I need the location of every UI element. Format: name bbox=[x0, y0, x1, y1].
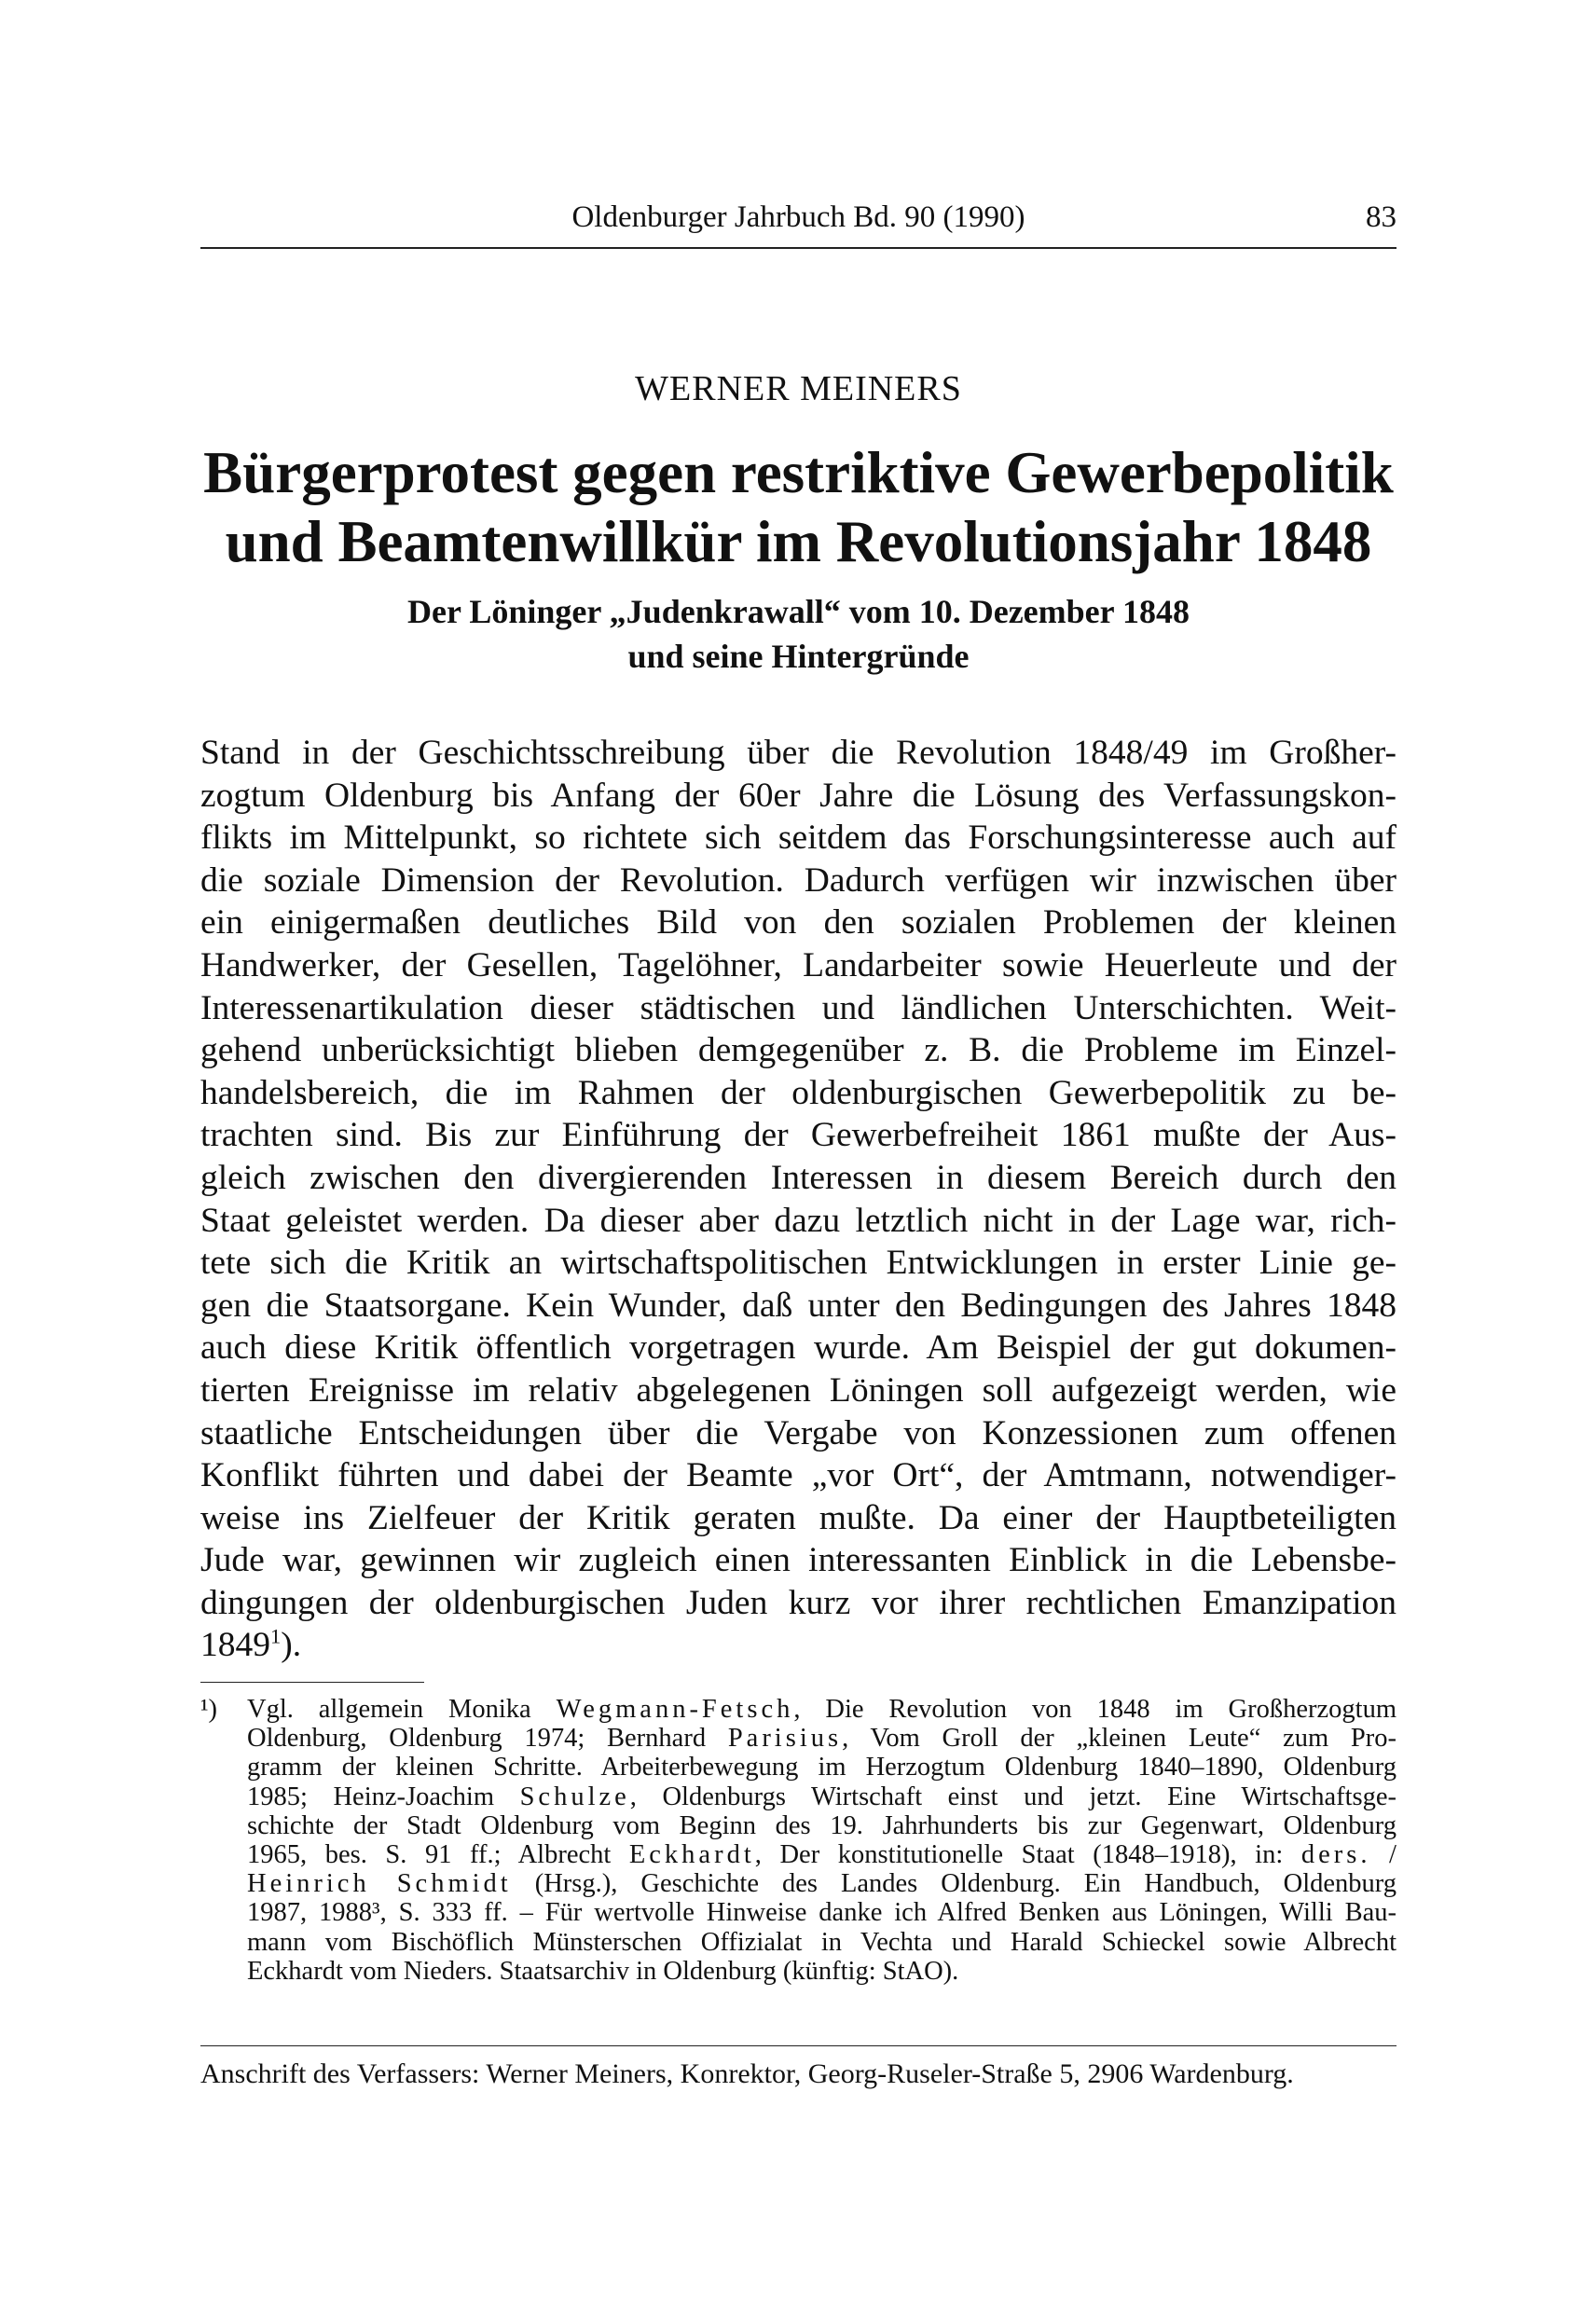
body-line: handelsbereich, die im Rahmen der oldenburgischen Gewerbepolitik zu be- bbox=[200, 1073, 1396, 1112]
footnote-text: Oldenburg, Oldenburg 1974; Bernhard bbox=[247, 1724, 728, 1754]
body-line: Handwerker, der Gesellen, Tagelöhner, Landarbeiter sowie Heuerleute und der bbox=[200, 945, 1396, 984]
footnote-line: 1987, 1988³, S. 333 ff. – Für wertvolle Hinweise danke ich Alfred Benken aus Löningen, Willi Bau- bbox=[247, 1898, 1396, 1928]
footnote-reference[interactable]: 1 bbox=[270, 1624, 282, 1648]
footnote-text: , Der konstitutionelle Staat (1848–1918), in: bbox=[754, 1840, 1301, 1870]
body-line: zogtum Oldenburg bis Anfang der 60er Jahre die Lösung des Verfassungskon- bbox=[200, 776, 1396, 815]
body-paragraph bbox=[200, 732, 1396, 1667]
body-line: Jude war, gewinnen wir zugleich einen interessanten Einblick in die Lebensbe- bbox=[200, 1541, 1396, 1580]
footnote-text: , Die Revolution von 1848 im Großherzogtum bbox=[793, 1695, 1396, 1724]
footnote-line bbox=[247, 1695, 1396, 1724]
footnote-author-name: Schulze bbox=[519, 1782, 630, 1811]
body-line: gleich zwischen den divergierenden Interessen in diesem Bereich durch den bbox=[200, 1158, 1396, 1197]
body-last-text: 1849 bbox=[200, 1626, 270, 1665]
body-line: tete sich die Kritik an wirtschaftspolitischen Entwicklungen in erster Linie ge- bbox=[200, 1244, 1396, 1283]
footnote-text: / bbox=[1370, 1840, 1396, 1870]
title-line: Bürgerprotest gegen restriktive Gewerbepolitik bbox=[203, 440, 1394, 505]
footnote-author-name: Heinrich Schmidt bbox=[247, 1869, 512, 1899]
running-head bbox=[200, 191, 1396, 243]
address-rule bbox=[200, 2045, 1396, 2046]
footnote-text: 1985; Heinz-Joachim bbox=[247, 1782, 520, 1811]
footnote-text: 1965, bes. S. 91 ff.; Albrecht bbox=[247, 1840, 629, 1870]
body-line: auch diese Kritik öffentlich vorgetragen wurde. Am Beispiel der gut dokumen- bbox=[200, 1328, 1396, 1368]
footnote-line bbox=[247, 1869, 1396, 1898]
body-line: dingungen der oldenburgischen Juden kurz vor ihrer rechtlichen Emanzipation bbox=[200, 1583, 1396, 1622]
footnote-text: Vgl. allgemein Monika bbox=[247, 1695, 557, 1724]
article-title bbox=[200, 438, 1396, 576]
body-line: staatliche Entscheidungen über die Vergabe von Konzessionen zum offenen bbox=[200, 1413, 1396, 1452]
title-line: und Beamtenwillkür im Revolutionsjahr 1848 bbox=[225, 509, 1372, 574]
footnote-author-name: Wegmann-Fetsch bbox=[556, 1695, 794, 1724]
body-last-tail: ). bbox=[281, 1626, 302, 1665]
body-line bbox=[200, 1624, 1396, 1667]
subtitle-line: Der Löninger „Judenkrawall“ vom 10. Dezember 1848 bbox=[407, 593, 1190, 630]
body-line: Konflikt führten und dabei der Beamte „vor Ort“, der Amtmann, notwendiger- bbox=[200, 1456, 1396, 1495]
footnote-marker: ¹) bbox=[200, 1695, 218, 1724]
footnote-line: Eckhardt vom Nieders. Staatsarchiv in Oldenburg (künftig: StAO). bbox=[247, 1956, 959, 1986]
body-line: Stand in der Geschichtsschreibung über die Revolution 1848/49 im Großher- bbox=[200, 734, 1396, 772]
author-address: Anschrift des Verfassers: Werner Meiners, Konrektor, Georg-Ruseler-Straße 5, 2906 Wardenburg. bbox=[200, 2058, 1294, 2089]
body-line: trachten sind. Bis zur Einführung der Gewerbefreiheit 1861 mußte der Aus- bbox=[200, 1116, 1396, 1155]
footnote-text: (Hrsg.), Geschichte des Landes Oldenburg. Ein Handbuch, Oldenburg bbox=[511, 1869, 1396, 1899]
subtitle-line: und seine Hintergründe bbox=[627, 638, 970, 675]
footnote-text: , Oldenburgs Wirtschaft einst und jetzt. Eine Wirtschaftsge- bbox=[629, 1782, 1397, 1811]
body-line: tierten Ereignisse im relativ abgelegenen Löningen soll aufgezeigt werden, wie bbox=[200, 1370, 1396, 1410]
footnote-line bbox=[247, 1782, 1396, 1811]
body-line: Staat geleistet werden. Da dieser aber dazu letztlich nicht in der Lage war, rich- bbox=[200, 1201, 1396, 1240]
body-line: Interessenartikulation dieser städtischen und ländlichen Unterschichten. Weit- bbox=[200, 988, 1396, 1027]
body-line: die soziale Dimension der Revolution. Dadurch verfügen wir inzwischen über bbox=[200, 860, 1396, 900]
body-line: flikts im Mittelpunkt, so richtete sich seitdem das Forschungsinteresse auch auf bbox=[200, 819, 1396, 858]
article-author: WERNER MEINERS bbox=[635, 369, 962, 408]
footnote-rule bbox=[200, 1682, 424, 1683]
body-line: ein einigermaßen deutliches Bild von den sozialen Problemen der kleinen bbox=[200, 903, 1396, 943]
footnote-author-name: Eckhardt bbox=[628, 1840, 755, 1870]
footnote-text: , Vom Groll der „kleinen Leute“ zum Pro- bbox=[842, 1724, 1396, 1754]
body-line: gen die Staatsorgane. Kein Wunder, daß unter den Bedingungen des Jahres 1848 bbox=[200, 1286, 1396, 1325]
footnote-author-name: Parisius bbox=[727, 1724, 843, 1754]
body-line: gehend unberücksichtigt blieben demgegenüber z. B. die Probleme im Einzel- bbox=[200, 1031, 1396, 1070]
footnote-line: schichte der Stadt Oldenburg vom Beginn des 19. Jahrhunderts bis zur Gegenwart, Oldenburg bbox=[247, 1810, 1396, 1840]
article-subtitle bbox=[200, 589, 1396, 679]
footnote-line bbox=[247, 1724, 1396, 1753]
header-rule bbox=[200, 247, 1396, 249]
body-line: weise ins Zielfeuer der Kritik geraten mußte. Da einer der Hauptbeteiligten bbox=[200, 1498, 1396, 1537]
footnote-line: gramm der kleinen Schritte. Arbeiterbewegung im Herzogtum Oldenburg 1840–1890, Oldenburg bbox=[247, 1753, 1396, 1782]
footnote-author-name: ders. bbox=[1300, 1840, 1371, 1870]
footnote-line bbox=[247, 1840, 1396, 1869]
footnote-line: mann vom Bischöflich Münsterschen Offizialat in Vechta und Harald Schieckel sowie Albrecht bbox=[247, 1927, 1396, 1957]
footnote-1 bbox=[200, 1695, 1396, 1986]
journal-title: Oldenburger Jahrbuch Bd. 90 (1990) bbox=[571, 200, 1025, 234]
page-number: 83 bbox=[1366, 200, 1396, 234]
